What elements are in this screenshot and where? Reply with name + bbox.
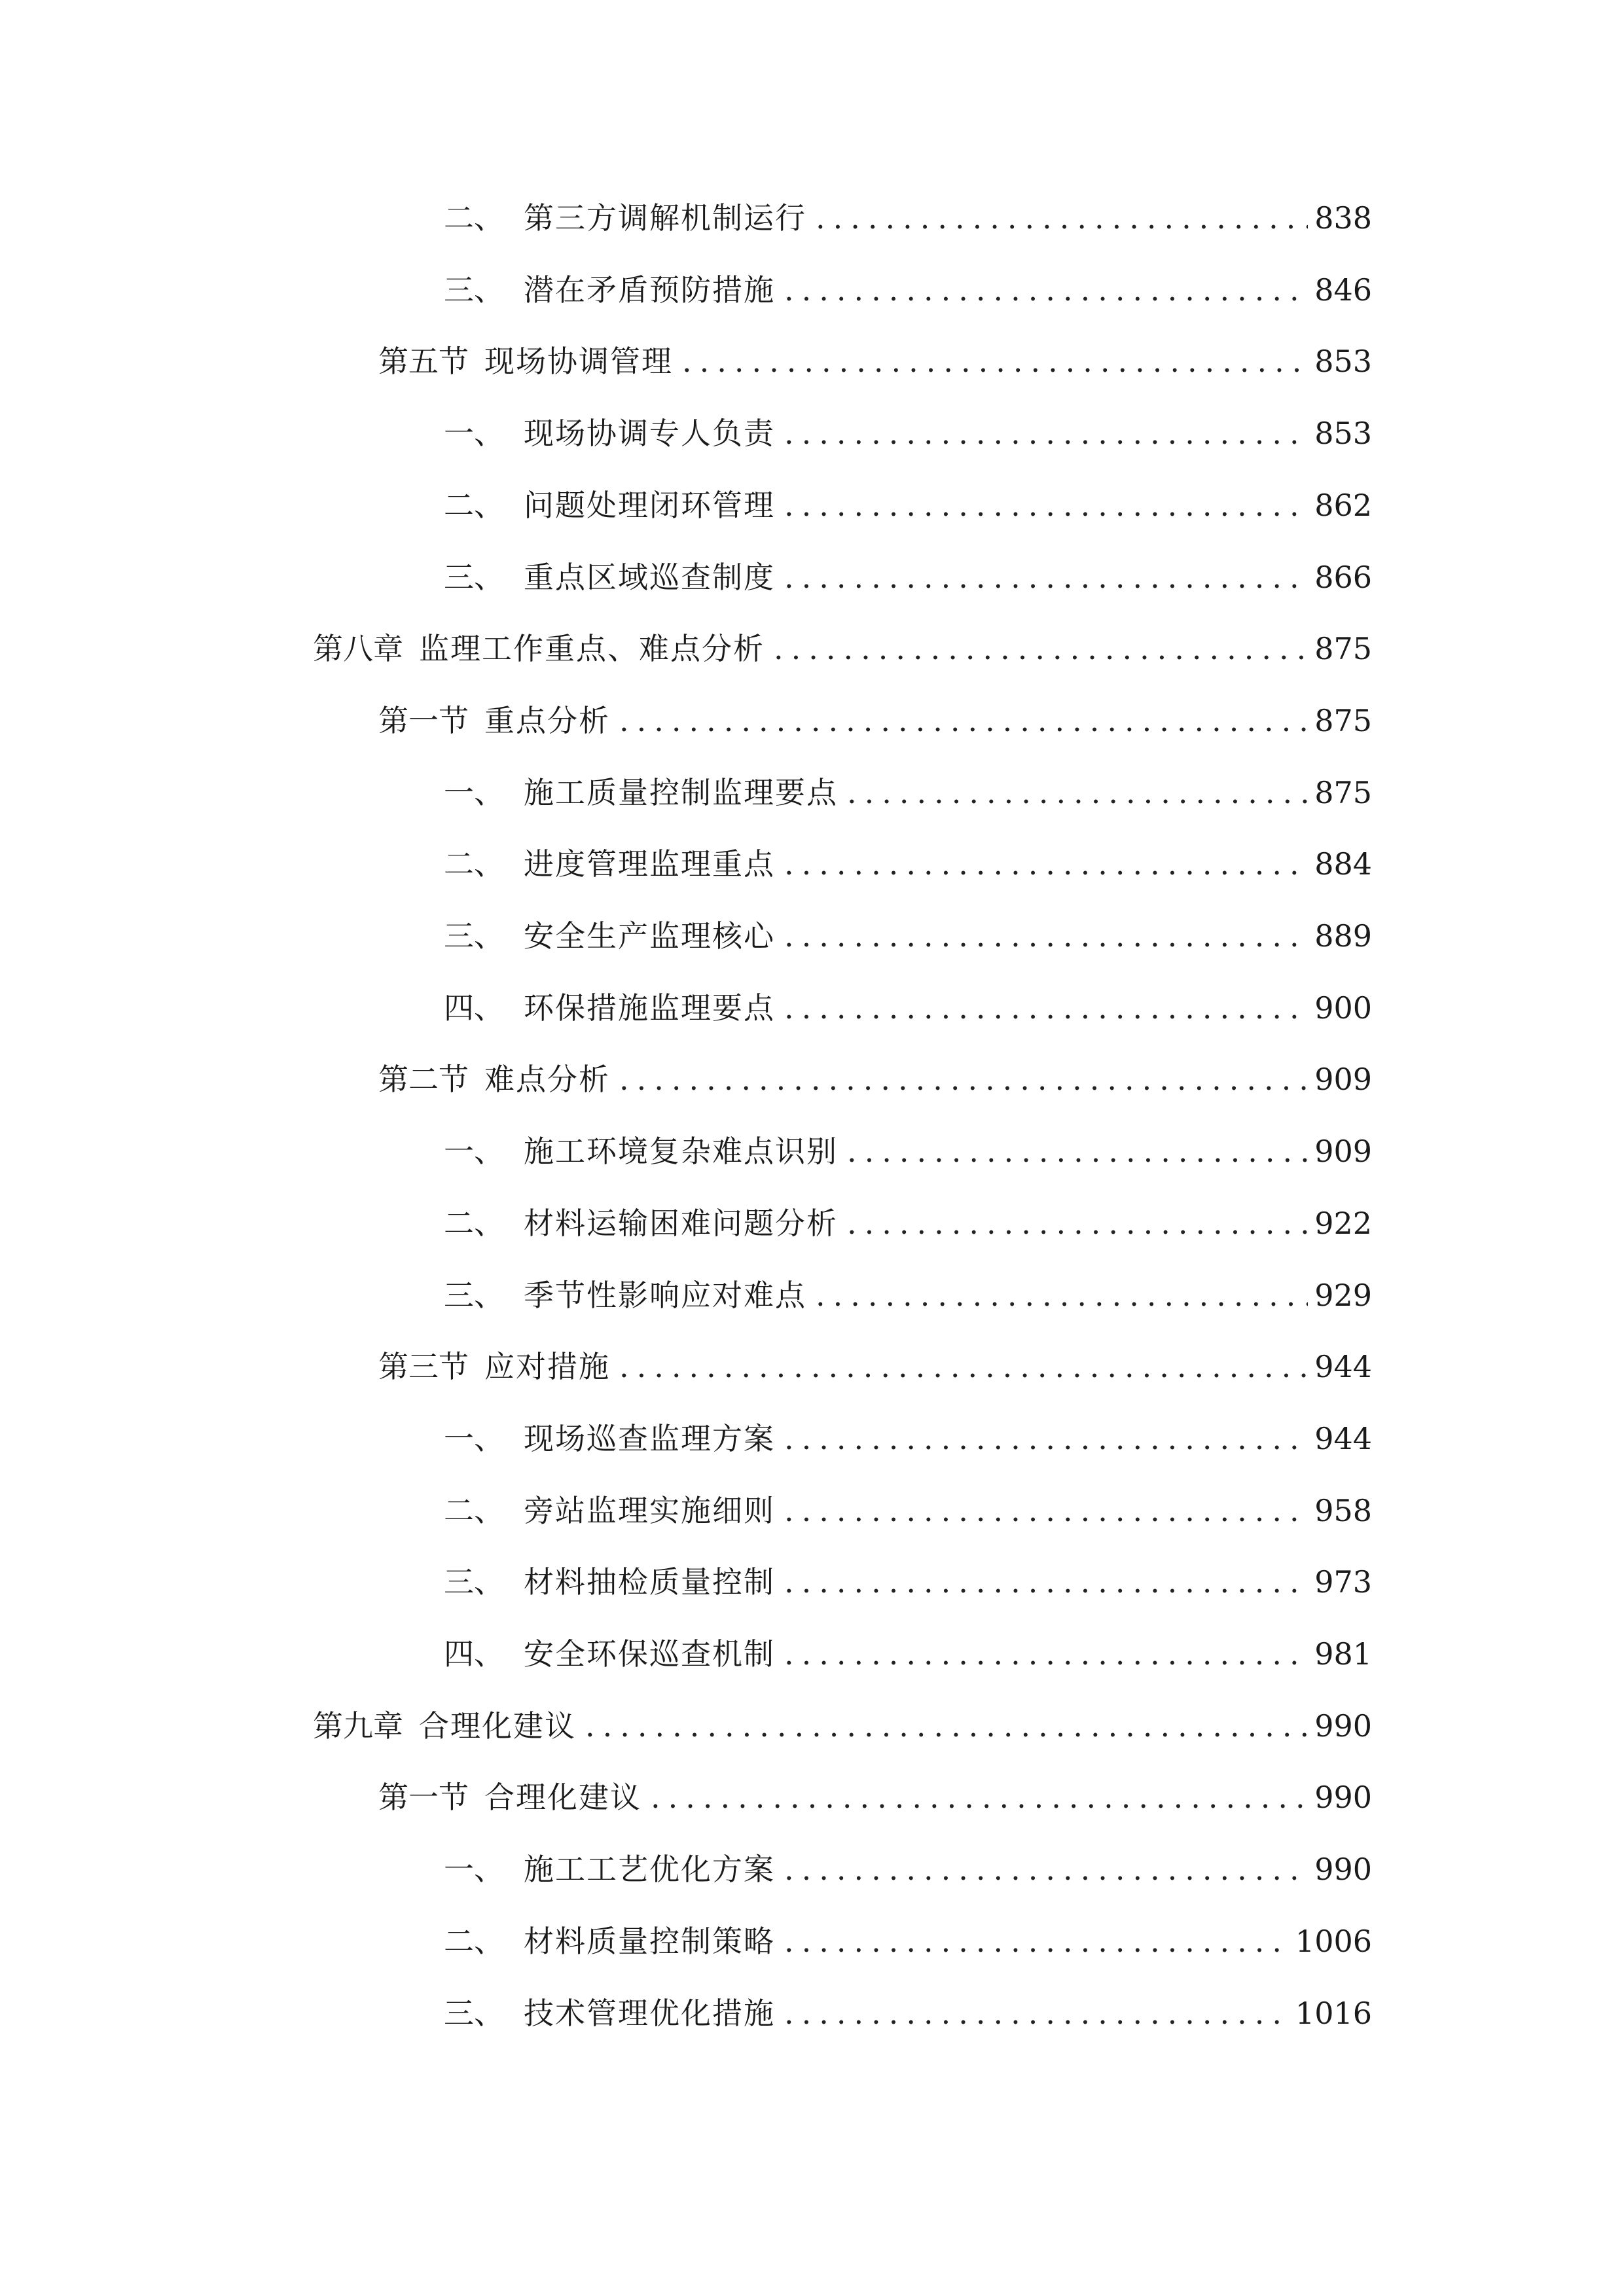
toc-entry-page-number: 838 <box>1314 200 1372 236</box>
toc-entry-title: 现场协调管理 <box>484 344 673 380</box>
toc-entry-number: 二、 <box>444 846 504 882</box>
toc-entry-title: 问题处理闭环管理 <box>524 487 775 523</box>
toc-entry-page-number: 875 <box>1314 702 1372 738</box>
toc-dot-leader <box>847 1200 1308 1246</box>
toc-entry-number: 三、 <box>444 1995 504 2031</box>
toc-entry-page-number: 973 <box>1314 1564 1372 1600</box>
toc-dot-leader <box>784 1488 1308 1534</box>
toc-entry[interactable] <box>0 410 1624 456</box>
toc-entry-title: 季节性影响应对难点 <box>524 1277 806 1313</box>
toc-entry-number: 第五节 <box>378 344 469 380</box>
toc-entry-title: 旁站监理实施细则 <box>524 1492 775 1528</box>
toc-dot-leader <box>784 554 1308 600</box>
toc-entry-number: 二、 <box>444 487 504 523</box>
toc-dot-leader <box>784 267 1308 313</box>
toc-entry[interactable] <box>0 841 1624 887</box>
toc-entry-number: 二、 <box>444 1205 504 1241</box>
toc-entry[interactable] <box>0 554 1624 600</box>
toc-entry-number: 四、 <box>444 1636 504 1672</box>
toc-dot-leader <box>784 841 1308 887</box>
toc-entry[interactable] <box>0 626 1624 672</box>
toc-dot-leader <box>816 195 1308 241</box>
toc-entry-title: 重点区域巡查制度 <box>524 559 775 595</box>
toc-entry-number: 三、 <box>444 918 504 954</box>
toc-dot-leader <box>682 338 1308 384</box>
toc-entry-page-number: 944 <box>1314 1349 1372 1385</box>
toc-entry-title: 施工工艺优化方案 <box>524 1852 775 1888</box>
toc-entry-page-number: 875 <box>1314 631 1372 667</box>
toc-entry-page-number: 866 <box>1314 559 1372 595</box>
toc-entry-title: 合理化建议 <box>484 1780 641 1816</box>
toc-entry-title: 应对措施 <box>484 1349 610 1385</box>
toc-entry[interactable] <box>0 1272 1624 1318</box>
toc-entry-number: 一、 <box>444 416 504 452</box>
toc-entry-number: 一、 <box>444 1134 504 1170</box>
toc-entry[interactable] <box>0 1703 1624 1749</box>
toc-entry-page-number: 990 <box>1314 1708 1372 1744</box>
toc-dot-leader <box>619 698 1308 744</box>
toc-entry-number: 一、 <box>444 1420 504 1456</box>
toc-dot-leader <box>784 410 1308 456</box>
toc-dot-leader <box>847 770 1308 816</box>
toc-entry-number: 一、 <box>444 1852 504 1888</box>
toc-entry-number: 二、 <box>444 1923 504 1959</box>
toc-entry-title: 进度管理监理重点 <box>524 846 775 882</box>
toc-entry[interactable] <box>0 1631 1624 1677</box>
toc-entry-page-number: 1006 <box>1295 1923 1372 1959</box>
toc-entry[interactable] <box>0 1918 1624 1964</box>
toc-entry-title: 监理工作重点、难点分析 <box>419 631 765 667</box>
toc-entry-page-number: 909 <box>1314 1062 1372 1098</box>
toc-entry-number: 二、 <box>444 1492 504 1528</box>
toc-entry-number: 第一节 <box>378 702 469 738</box>
toc-entry-title: 现场巡查监理方案 <box>524 1420 775 1456</box>
toc-entry-number: 三、 <box>444 1564 504 1600</box>
toc-entry-page-number: 990 <box>1314 1780 1372 1816</box>
toc-entry[interactable] <box>0 1846 1624 1892</box>
toc-entry-title: 施工质量控制监理要点 <box>524 774 838 810</box>
toc-entry-number: 三、 <box>444 1277 504 1313</box>
toc-entry-number: 第一节 <box>378 1780 469 1816</box>
toc-entry[interactable] <box>0 1416 1624 1462</box>
toc-entry-title: 重点分析 <box>484 702 610 738</box>
toc-dot-leader <box>784 1918 1289 1964</box>
toc-entry-title: 施工环境复杂难点识别 <box>524 1134 838 1170</box>
toc-entry-page-number: 846 <box>1314 272 1372 308</box>
toc-entry[interactable] <box>0 1200 1624 1246</box>
toc-dot-leader <box>619 1344 1308 1390</box>
toc-entry[interactable] <box>0 1056 1624 1102</box>
toc-dot-leader <box>784 1631 1308 1677</box>
toc-entry[interactable] <box>0 482 1624 528</box>
toc-entry-page-number: 862 <box>1314 487 1372 523</box>
toc-entry[interactable] <box>0 1559 1624 1605</box>
toc-entry[interactable] <box>0 338 1624 384</box>
toc-dot-leader <box>784 1559 1308 1605</box>
toc-entry-title: 现场协调专人负责 <box>524 416 775 452</box>
toc-dot-leader <box>651 1774 1308 1820</box>
toc-dot-leader <box>784 913 1308 959</box>
toc-entry-title: 安全生产监理核心 <box>524 918 775 954</box>
toc-entry-number: 一、 <box>444 774 504 810</box>
toc-entry[interactable] <box>0 913 1624 959</box>
toc-entry-number: 第二节 <box>378 1062 469 1098</box>
toc-entry-title: 材料运输困难问题分析 <box>524 1205 838 1241</box>
toc-entry[interactable] <box>0 1488 1624 1534</box>
toc-entry-number: 第三节 <box>378 1349 469 1385</box>
toc-entry-title: 第三方调解机制运行 <box>524 200 806 236</box>
toc-entry-number: 二、 <box>444 200 504 236</box>
toc-entry-page-number: 875 <box>1314 774 1372 810</box>
toc-entry-page-number: 884 <box>1314 846 1372 882</box>
toc-entry-page-number: 909 <box>1314 1134 1372 1170</box>
toc-entry-page-number: 990 <box>1314 1852 1372 1888</box>
toc-entry-page-number: 981 <box>1314 1636 1372 1672</box>
toc-entry-title: 材料质量控制策略 <box>524 1923 775 1959</box>
toc-entry-number: 四、 <box>444 990 504 1026</box>
toc-entry-page-number: 853 <box>1314 344 1372 380</box>
toc-entry-page-number: 889 <box>1314 918 1372 954</box>
toc-dot-leader <box>784 482 1308 528</box>
toc-dot-leader <box>784 1990 1289 2036</box>
toc-entry[interactable] <box>0 770 1624 816</box>
toc-entry-page-number: 853 <box>1314 416 1372 452</box>
toc-entry-page-number: 929 <box>1314 1277 1372 1313</box>
toc-entry[interactable] <box>0 1128 1624 1174</box>
toc-entry-number: 三、 <box>444 559 504 595</box>
toc-dot-leader <box>784 985 1308 1031</box>
toc-entry[interactable] <box>0 195 1624 241</box>
toc-entry[interactable] <box>0 1990 1624 2036</box>
toc-entry-title: 材料抽检质量控制 <box>524 1564 775 1600</box>
toc-entry-page-number: 958 <box>1314 1492 1372 1528</box>
toc-entry-title: 安全环保巡查机制 <box>524 1636 775 1672</box>
toc-entry-page-number: 900 <box>1314 990 1372 1026</box>
toc-dot-leader <box>784 1416 1308 1462</box>
toc-entry-title: 合理化建议 <box>419 1708 576 1744</box>
toc-entry-number: 三、 <box>444 272 504 308</box>
toc-entry[interactable] <box>0 698 1624 744</box>
toc-entry[interactable] <box>0 1774 1624 1820</box>
toc-entry-number: 第八章 <box>313 631 403 667</box>
toc-entry-title: 难点分析 <box>484 1062 610 1098</box>
toc-entry-page-number: 922 <box>1314 1205 1372 1241</box>
toc-entry-title: 技术管理优化措施 <box>524 1995 775 2031</box>
toc-entry-title: 环保措施监理要点 <box>524 990 775 1026</box>
toc-entry[interactable] <box>0 1344 1624 1390</box>
toc-dot-leader <box>816 1272 1308 1318</box>
toc-entry-page-number: 944 <box>1314 1420 1372 1456</box>
toc-dot-leader <box>619 1056 1308 1102</box>
toc-dot-leader <box>774 626 1308 672</box>
toc-entry[interactable] <box>0 267 1624 313</box>
toc-dot-leader <box>847 1128 1308 1174</box>
toc-entry-title: 潜在矛盾预防措施 <box>524 272 775 308</box>
toc-dot-leader <box>585 1703 1308 1749</box>
toc-entry-number: 第九章 <box>313 1708 403 1744</box>
toc-entry[interactable] <box>0 985 1624 1031</box>
toc-entry-page-number: 1016 <box>1295 1995 1372 2031</box>
toc-dot-leader <box>784 1846 1308 1892</box>
